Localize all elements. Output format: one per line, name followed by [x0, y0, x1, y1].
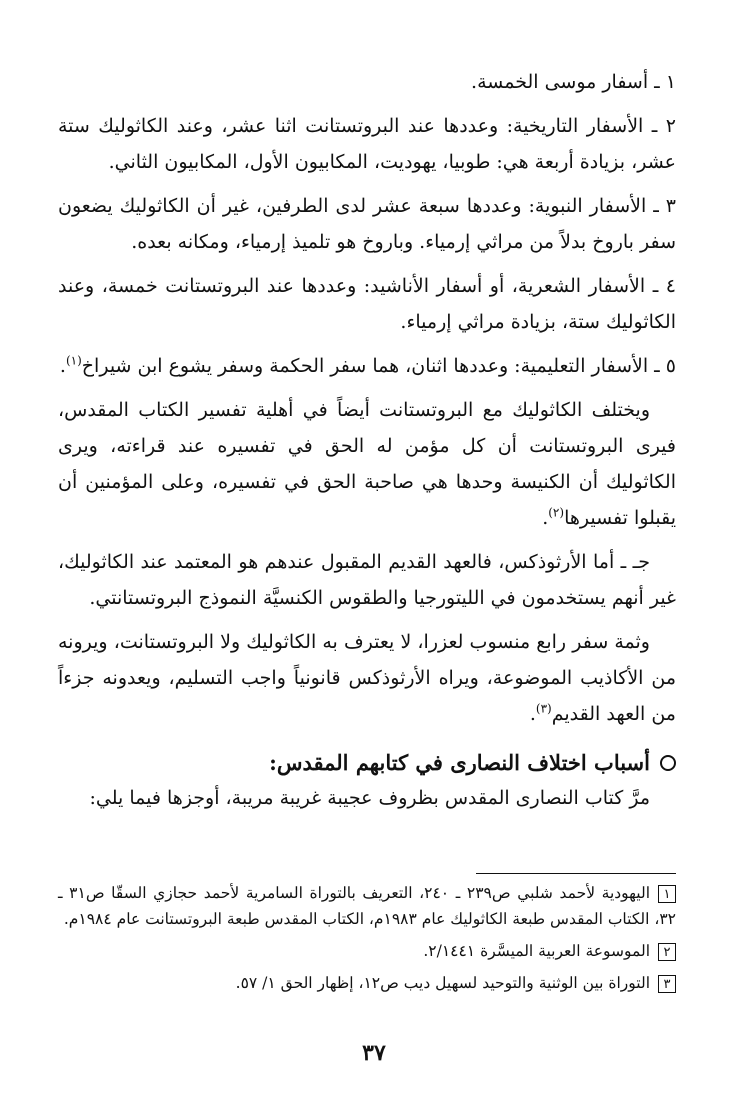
- section-heading-text: أسباب اختلاف النصارى في كتابهم المقدس:: [269, 750, 650, 775]
- list-item-5-end: .: [59, 355, 66, 377]
- ezra-paragraph: [58, 624, 676, 732]
- footnote-text: اليهودية لأحمد شلبي ص٢٣٩ ـ ٢٤٠، التعريف بالتوراة السامرية لأحمد حجازي السقّا ص٣١ ـ ٣٢، الكتاب المقدس طبعة الكاثوليك عام ١٩٨٣م، الكتاب المقدس طبعة البروتستانت عام ١٩٨٤م.: [58, 884, 676, 928]
- list-item-2: ٢ ـ الأسفار التاريخية: وعددها عند البروتستانت اثنا عشر، وعند الكاثوليك ستة عشر، بزيادة أربعة هي: طوبيا، يهوديت، المكابيون الأول، المكابيون الثاني.: [58, 115, 676, 173]
- orthodox-paragraph: جـ ـ أما الأرثوذكس، فالعهد القديم المقبول عندهم هو المعتمد عند الكاثوليك، غير أنهم يستخدمون في الليتورجيا والطقوس الكنسيَّة النموذج البروتستانتي.: [58, 551, 676, 609]
- section-heading: [58, 746, 676, 780]
- footnote-3: [58, 970, 676, 996]
- footnotes: [58, 880, 676, 1002]
- footnote-number-box: ٣: [658, 975, 676, 993]
- ezra-end: .: [529, 703, 536, 725]
- list-item-5-text: ٥ ـ الأسفار التعليمية: وعددها اثنان، هما سفر الحكمة وسفر يشوع ابن شيراخ: [81, 355, 676, 377]
- circle-bullet-icon: [660, 755, 676, 771]
- footnote-ref-3: (٣): [535, 701, 552, 716]
- list-item-5: [58, 348, 676, 384]
- intro-paragraph: مرَّ كتاب النصارى المقدس بظروف عجيبة غريبة مريبة، أوجزها فيما يلي:: [89, 787, 650, 809]
- footnote-number-box: ١: [658, 885, 676, 903]
- footnote-ref-1: (١): [65, 353, 82, 368]
- interpretation-paragraph: [58, 392, 676, 536]
- list-item-4: ٤ ـ الأسفار الشعرية، أو أسفار الأناشيد: وعددها عند البروتستانت خمسة، وعند الكاثوليك ستة، بزيادة مراثي إرمياء.: [58, 275, 676, 333]
- page-number: ٣٧: [362, 1040, 386, 1066]
- footnote-ref-2: (٢): [548, 505, 565, 520]
- list-item-3: ٣ ـ الأسفار النبوية: وعددها سبعة عشر لدى الطرفين، غير أن الكاثوليك يضعون سفر باروخ بدلاً من مراثي إرمياء. وباروخ هو تلميذ إرمياء، ومكانه بعده.: [58, 195, 676, 253]
- footnote-text: التوراة بين الوثنية والتوحيد لسهيل ديب ص١٢، إظهار الحق ١/ ٥٧.: [235, 974, 650, 992]
- footnote-number-box: ٢: [658, 943, 676, 961]
- footnote-text: الموسوعة العربية الميسَّرة ٢/١٤٤١.: [423, 942, 650, 960]
- footnote-divider: [476, 873, 676, 874]
- list-item-1: ١ ـ أسفار موسى الخمسة.: [471, 71, 676, 93]
- interpretation-text: ويختلف الكاثوليك مع البروتستانت أيضاً في أهلية تفسير الكتاب المقدس، فيرى البروتستانت أن كل مؤمن له الحق في تفسيره عند قراءته، ويرى الكاثوليك أن الكنيسة وحدها هي صاحبة الحق في تفسيره، وعلى المؤمنين أن يقبلوا تفسيرها: [58, 399, 676, 529]
- interpretation-end: .: [542, 507, 549, 529]
- footnote-1: [58, 880, 676, 932]
- footnote-2: [58, 938, 676, 964]
- ezra-text: وثمة سفر رابع منسوب لعزرا، لا يعترف به الكاثوليك ولا البروتستانت، ويرونه من الأكاذيب الموضوعة، ويراه الأرثوذكس قانونياً واجب التسليم، ويعدونه جزءاً من العهد القديم: [58, 631, 676, 725]
